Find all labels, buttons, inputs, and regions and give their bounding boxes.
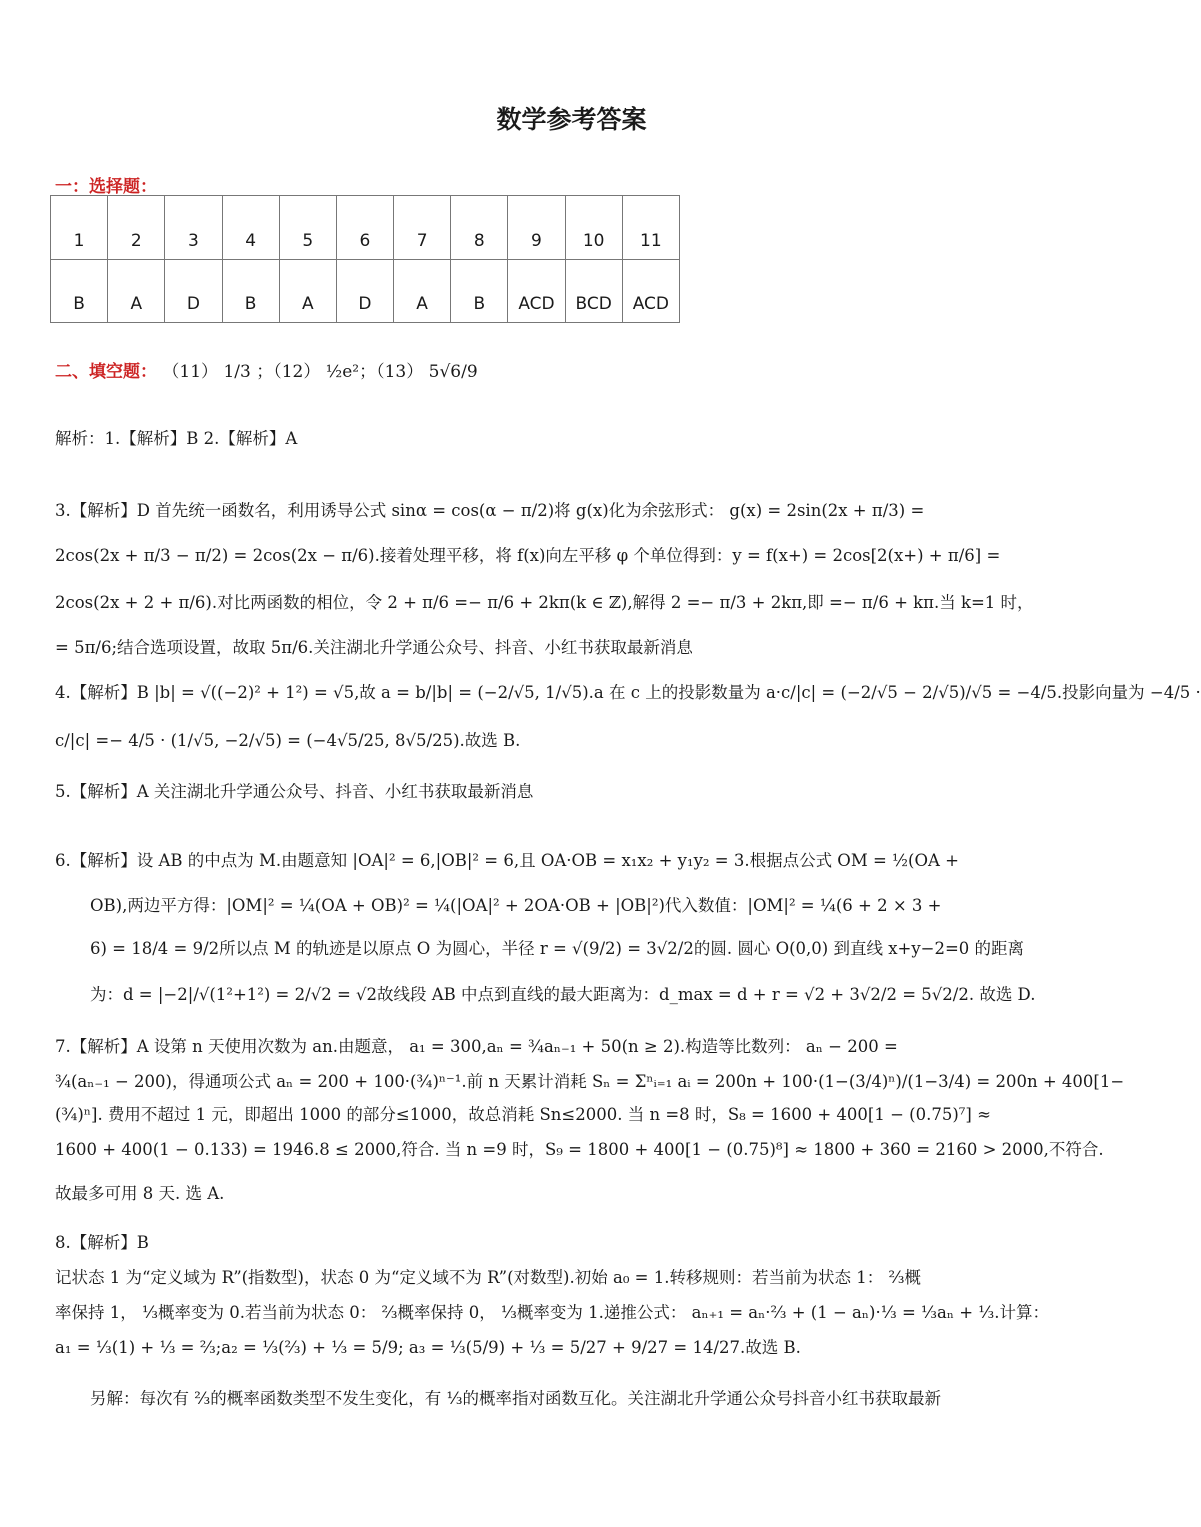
table-cell: 2 xyxy=(108,196,165,260)
table-cell: D xyxy=(336,259,393,323)
table-row-numbers xyxy=(51,196,680,260)
table-cell: 5 xyxy=(279,196,336,260)
solution-line: OB),两边平方得：|OM|² = ¼(OA + OB)² = ¼(|OA|² + 2OA·OB + |OB|²)代入数值：|OM|² = ¼(6 + 2 × 3 + xyxy=(90,896,942,915)
solution-line: 8.【解析】B xyxy=(55,1233,149,1252)
fill-blank-answers xyxy=(55,357,478,382)
table-cell: A xyxy=(394,259,451,323)
table-cell: 8 xyxy=(451,196,508,260)
solution-line: 1600 + 400(1 − 0.133) = 1946.8 ≤ 2000,符合. 当 n =9 时，S₉ = 1800 + 400[1 − (0.75)⁸] ≈ 1800 + 360 = 2160 > 2000,不符合. xyxy=(55,1140,1104,1159)
fill-blank-text: （11） 1/3 ；（12） ½e²；（13） 5√6/9 xyxy=(162,362,478,382)
solution-line: = 5π/6;结合选项设置，故取 5π/6.关注湖北升学通公众号、抖音、小红书获取最新消息 xyxy=(55,638,693,657)
solution-line: ¾(aₙ₋₁ − 200)，得通项公式 aₙ = 200 + 100·(¾)ⁿ⁻¹.前 n 天累计消耗 Sₙ = Σⁿᵢ₌₁ aᵢ = 200n + 100·(1−(3/4)ⁿ)/(1−3/4) = 200n + 400[1− xyxy=(55,1072,1125,1091)
table-cell: B xyxy=(51,259,108,323)
solution-line: 另解：每次有 ⅔的概率函数类型不发生变化，有 ⅓的概率指对函数互化。关注湖北升学通公众号抖音小红书获取最新 xyxy=(90,1389,941,1408)
answer-table xyxy=(50,195,680,323)
solution-line: 率保持 1， ⅓概率变为 0.若当前为状态 0： ⅔概率保持 0， ⅓概率变为 1.递推公式： aₙ₊₁ = aₙ·⅔ + (1 − aₙ)·⅓ = ⅓aₙ + ⅓.计算： xyxy=(55,1303,1050,1322)
table-cell: 3 xyxy=(165,196,222,260)
solution-line: 2cos(2x + π/3 − π/2) = 2cos(2x − π/6).接着处理平移，将 f(x)向左平移 φ 个单位得到：y = f(x+) = 2cos[2(x+) + π/6] = xyxy=(55,546,1001,565)
table-cell: A xyxy=(279,259,336,323)
table-cell: 7 xyxy=(394,196,451,260)
table-cell: 11 xyxy=(622,196,679,260)
solution-line: 故最多可用 8 天. 选 A. xyxy=(55,1184,225,1203)
section-fill-heading: 二、填空题： xyxy=(55,362,157,382)
solution-line: 6.【解析】设 AB 的中点为 M.由题意知 |OA|² = 6,|OB|² = 6,且 OA·OB = x₁x₂ + y₁y₂ = 3.根据点公式 OM = ½(OA + xyxy=(55,851,959,870)
solution-line: (¾)ⁿ]. 费用不超过 1 元，即超出 1000 的部分≤1000，故总消耗 Sn≤2000. 当 n =8 时，S₈ = 1600 + 400[1 − (0.75)⁷] ≈ xyxy=(55,1105,991,1124)
solution-line: 5.【解析】A 关注湖北升学通公众号、抖音、小红书获取最新消息 xyxy=(55,782,534,801)
table-cell: 4 xyxy=(222,196,279,260)
table-cell: B xyxy=(451,259,508,323)
table-row-answers xyxy=(51,259,680,323)
solution-line: 2cos(2x + 2 + π/6).对比两函数的相位，令 2 + π/6 =− π/6 + 2kπ(k ∈ ℤ),解得 2 =− π/3 + 2kπ,即 =− π/6 + kπ.当 k=1 时， xyxy=(55,593,1034,612)
section-choice-heading: 一：选择题： xyxy=(55,177,157,197)
solution-line: 记状态 1 为“定义域为 R”(指数型)，状态 0 为“定义域不为 R”(对数型).初始 a₀ = 1.转移规则：若当前为状态 1： ⅔概 xyxy=(55,1268,921,1287)
solution-line: 解析：1.【解析】B 2.【解析】A xyxy=(55,429,298,448)
table-cell: ACD xyxy=(622,259,679,323)
solution-line: 3.【解析】D 首先统一函数名，利用诱导公式 sinα = cos(α − π/2)将 g(x)化为余弦形式： g(x) = 2sin(2x + π/3) = xyxy=(55,501,925,520)
solution-line: 4.【解析】B |b| = √((−2)² + 1²) = √5,故 a = b/|b| = (−2/√5, 1/√5).a 在 c 上的投影数量为 a·c/|c| = (−2/√5 − 2/√5)/√5 = −4/5.投影向量为 −4/5 · xyxy=(55,683,1201,702)
solution-line: c/|c| =− 4/5 · (1/√5, −2/√5) = (−4√5/25, 8√5/25).故选 B. xyxy=(55,731,521,750)
table-cell: BCD xyxy=(565,259,622,323)
solution-line: 7.【解析】A 设第 n 天使用次数为 an.由题意， a₁ = 300,aₙ = ¾aₙ₋₁ + 50(n ≥ 2).构造等比数列： aₙ − 200 = xyxy=(55,1037,898,1056)
page-title: 数学参考答案 xyxy=(496,105,647,134)
table-cell: 6 xyxy=(336,196,393,260)
solution-line: a₁ = ⅓(1) + ⅓ = ⅔;a₂ = ⅓(⅔) + ⅓ = 5/9; a₃ = ⅓(5/9) + ⅓ = 5/27 + 9/27 = 14/27.故选 B. xyxy=(55,1338,801,1357)
table-cell: A xyxy=(108,259,165,323)
solution-line: 6) = 18/4 = 9/2所以点 M 的轨迹是以原点 O 为圆心，半径 r = √(9/2) = 3√2/2的圆. 圆心 O(0,0) 到直线 x+y−2=0 的距离 xyxy=(90,939,1025,958)
table-cell: 10 xyxy=(565,196,622,260)
table-cell: ACD xyxy=(508,259,565,323)
table-cell: 9 xyxy=(508,196,565,260)
table-cell: B xyxy=(222,259,279,323)
table-cell: D xyxy=(165,259,222,323)
solution-line: 为：d = |−2|/√(1²+1²) = 2/√2 = √2故线段 AB 中点到直线的最大距离为：d_max = d + r = √2 + 3√2/2 = 5√2/2. 故选 D. xyxy=(90,985,1036,1004)
table-cell: 1 xyxy=(51,196,108,260)
